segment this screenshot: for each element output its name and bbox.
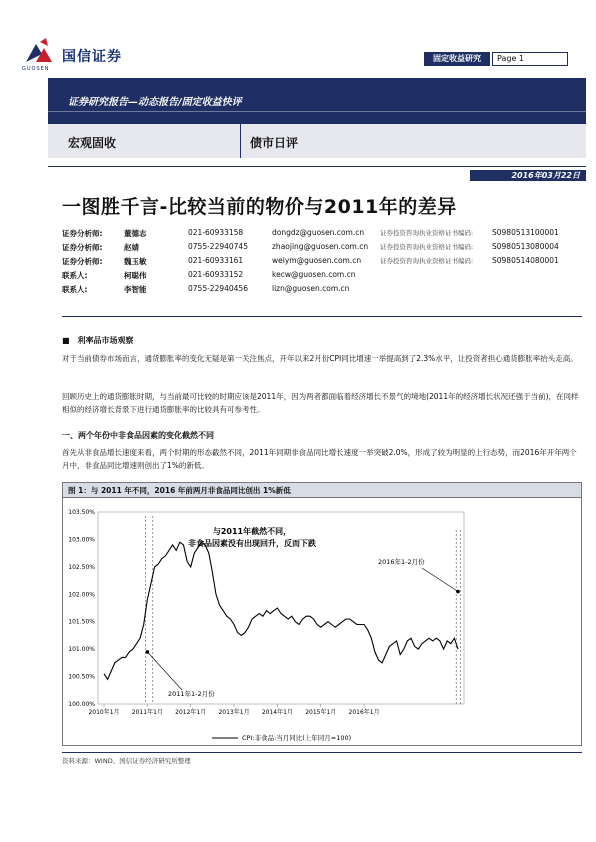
x-tick-label: 2016年1月 (348, 709, 380, 716)
brand-name: 国信证券 (62, 49, 122, 65)
y-tick-label: 103.00% (68, 536, 95, 544)
contact-row (62, 228, 582, 240)
y-tick-label: 102.00% (68, 591, 95, 599)
section-bullet: ■ 利率品市场观察 (62, 336, 134, 345)
contact-cert-no: S0980513080004 (492, 242, 559, 251)
contact-cert-no: S0980513100001 (492, 228, 559, 237)
annotation-arrow-2016 (422, 568, 458, 592)
page-title: 一图胜千言-比较当前的物价与2011年的差异 (62, 196, 457, 218)
y-tick-label: 100.00% (68, 701, 95, 708)
contact-role: 联系人: (62, 285, 88, 294)
subheading: 一、两个年份中非食品因素的变化截然不同 (62, 431, 214, 440)
report-tag: 固定收益研究 (424, 52, 490, 66)
guosen-logo-icon (22, 38, 56, 66)
contact-phone: 021-60933152 (188, 270, 244, 279)
x-tick-label: 2015年1月 (305, 709, 337, 716)
section-right: 债市日评 (250, 136, 299, 150)
y-tick-label: 101.50% (68, 618, 95, 626)
page-number: Page 1 (492, 52, 568, 66)
x-tick-label: 2014年1月 (261, 709, 293, 716)
contact-phone: 021-60933161 (188, 256, 244, 265)
figure-title: 图 1：与 2011 年不同，2016 年前两月非食品同比创出 1%新低 (68, 486, 291, 495)
x-tick-label: 2011年1月 (131, 709, 163, 716)
y-tick-label: 101.00% (68, 646, 95, 654)
report-type: 证券研究报告—动态报告/固定收益快评 (68, 97, 242, 108)
contact-cert: 证券投资咨询执业资格证书编码: (380, 257, 474, 265)
y-tick-label: 103.50% (68, 509, 95, 516)
contact-role: 证券分析师: (62, 257, 103, 266)
contact-email[interactable]: weiym@guosen.com.cn (272, 256, 362, 265)
report-date: 2016年03月22日 (470, 170, 586, 181)
annotation-center: 与2011年截然不同，非食品因素没有出现回升，反而下跌 (188, 527, 316, 548)
line-chart (62, 498, 582, 746)
contact-phone: 0755-22940745 (188, 242, 248, 251)
divider (240, 124, 241, 158)
contact-role: 证券分析师: (62, 243, 103, 252)
x-tick-label: 2013年1月 (218, 709, 250, 716)
contact-name: 赵婧 (124, 243, 139, 252)
legend-label: CPI:非食品:当月同比(上年同月=100) (242, 734, 352, 742)
contact-cert: 证券投资咨询执业资格证书编码: (380, 229, 474, 237)
brand-sub: GUOSEN (22, 66, 50, 72)
contact-email[interactable]: zhaojing@guosen.com.cn (272, 242, 369, 251)
annotation-right: 2016年1-2月份 (378, 558, 425, 566)
contact-name: 董德志 (124, 229, 147, 238)
divider (62, 316, 582, 317)
contact-name: 李智能 (124, 285, 147, 294)
contact-role: 联系人: (62, 271, 88, 280)
divider (62, 752, 582, 753)
y-tick-label: 102.50% (68, 563, 95, 571)
section-left: 宏观固收 (68, 136, 117, 150)
contact-email[interactable]: lizn@guosen.com.cn (272, 284, 350, 293)
paragraph-2: 回顾历史上的通货膨胀时期，与当前最可比较的时期应该是2011年，因为两者都面临着经济增长不景气的境地(2011年的经济增长状况还强于当前)，在同样相似的经济增长背景下进行通货膨胀率的比较具有可参考性。 (62, 392, 579, 414)
y-tick-label: 100.50% (68, 673, 95, 681)
source-note: 资料来源：WIND、国信证券经济研究所整理 (62, 757, 191, 765)
contact-row (62, 242, 582, 254)
divider (48, 111, 586, 112)
annotation-left: 2011年1-2月份 (168, 690, 215, 698)
contact-row (62, 270, 582, 282)
contact-phone: 021-60933158 (188, 228, 244, 237)
x-tick-label: 2012年1月 (175, 709, 207, 716)
contact-row (62, 256, 582, 268)
contact-cert: 证券投资咨询执业资格证书编码: (380, 243, 474, 251)
divider (48, 166, 586, 167)
contact-name: 柯聪伟 (124, 271, 147, 280)
contact-email[interactable]: dongdz@guosen.com.cn (272, 228, 365, 237)
section-row (48, 124, 586, 158)
contact-name: 魏玉敏 (124, 257, 147, 266)
contact-email[interactable]: kecw@guosen.com.cn (272, 270, 356, 279)
x-tick-label: 2010年1月 (88, 709, 120, 716)
paragraph-1: 对于当前债券市场而言，通货膨胀率的变化无疑是第一关注焦点，开年以来2月份CPI同比增速一举提高到了2.3%水平，让投资者担心通货膨胀率抬头走高。 (62, 354, 578, 363)
contact-row (62, 284, 582, 296)
paragraph-3: 首先从非食品增长速度来看，两个时期的形态截然不同，2011年同期非食品同比增长速度一举突破2.0%，形成了较为明显的上行态势，而2016年开年两个月中，非食品同比增速则创出了1%的新低。 (62, 448, 577, 470)
contact-phone: 0755-22940456 (188, 284, 248, 293)
contact-cert-no: S0980514080001 (492, 256, 559, 265)
contact-role: 证券分析师: (62, 229, 103, 238)
